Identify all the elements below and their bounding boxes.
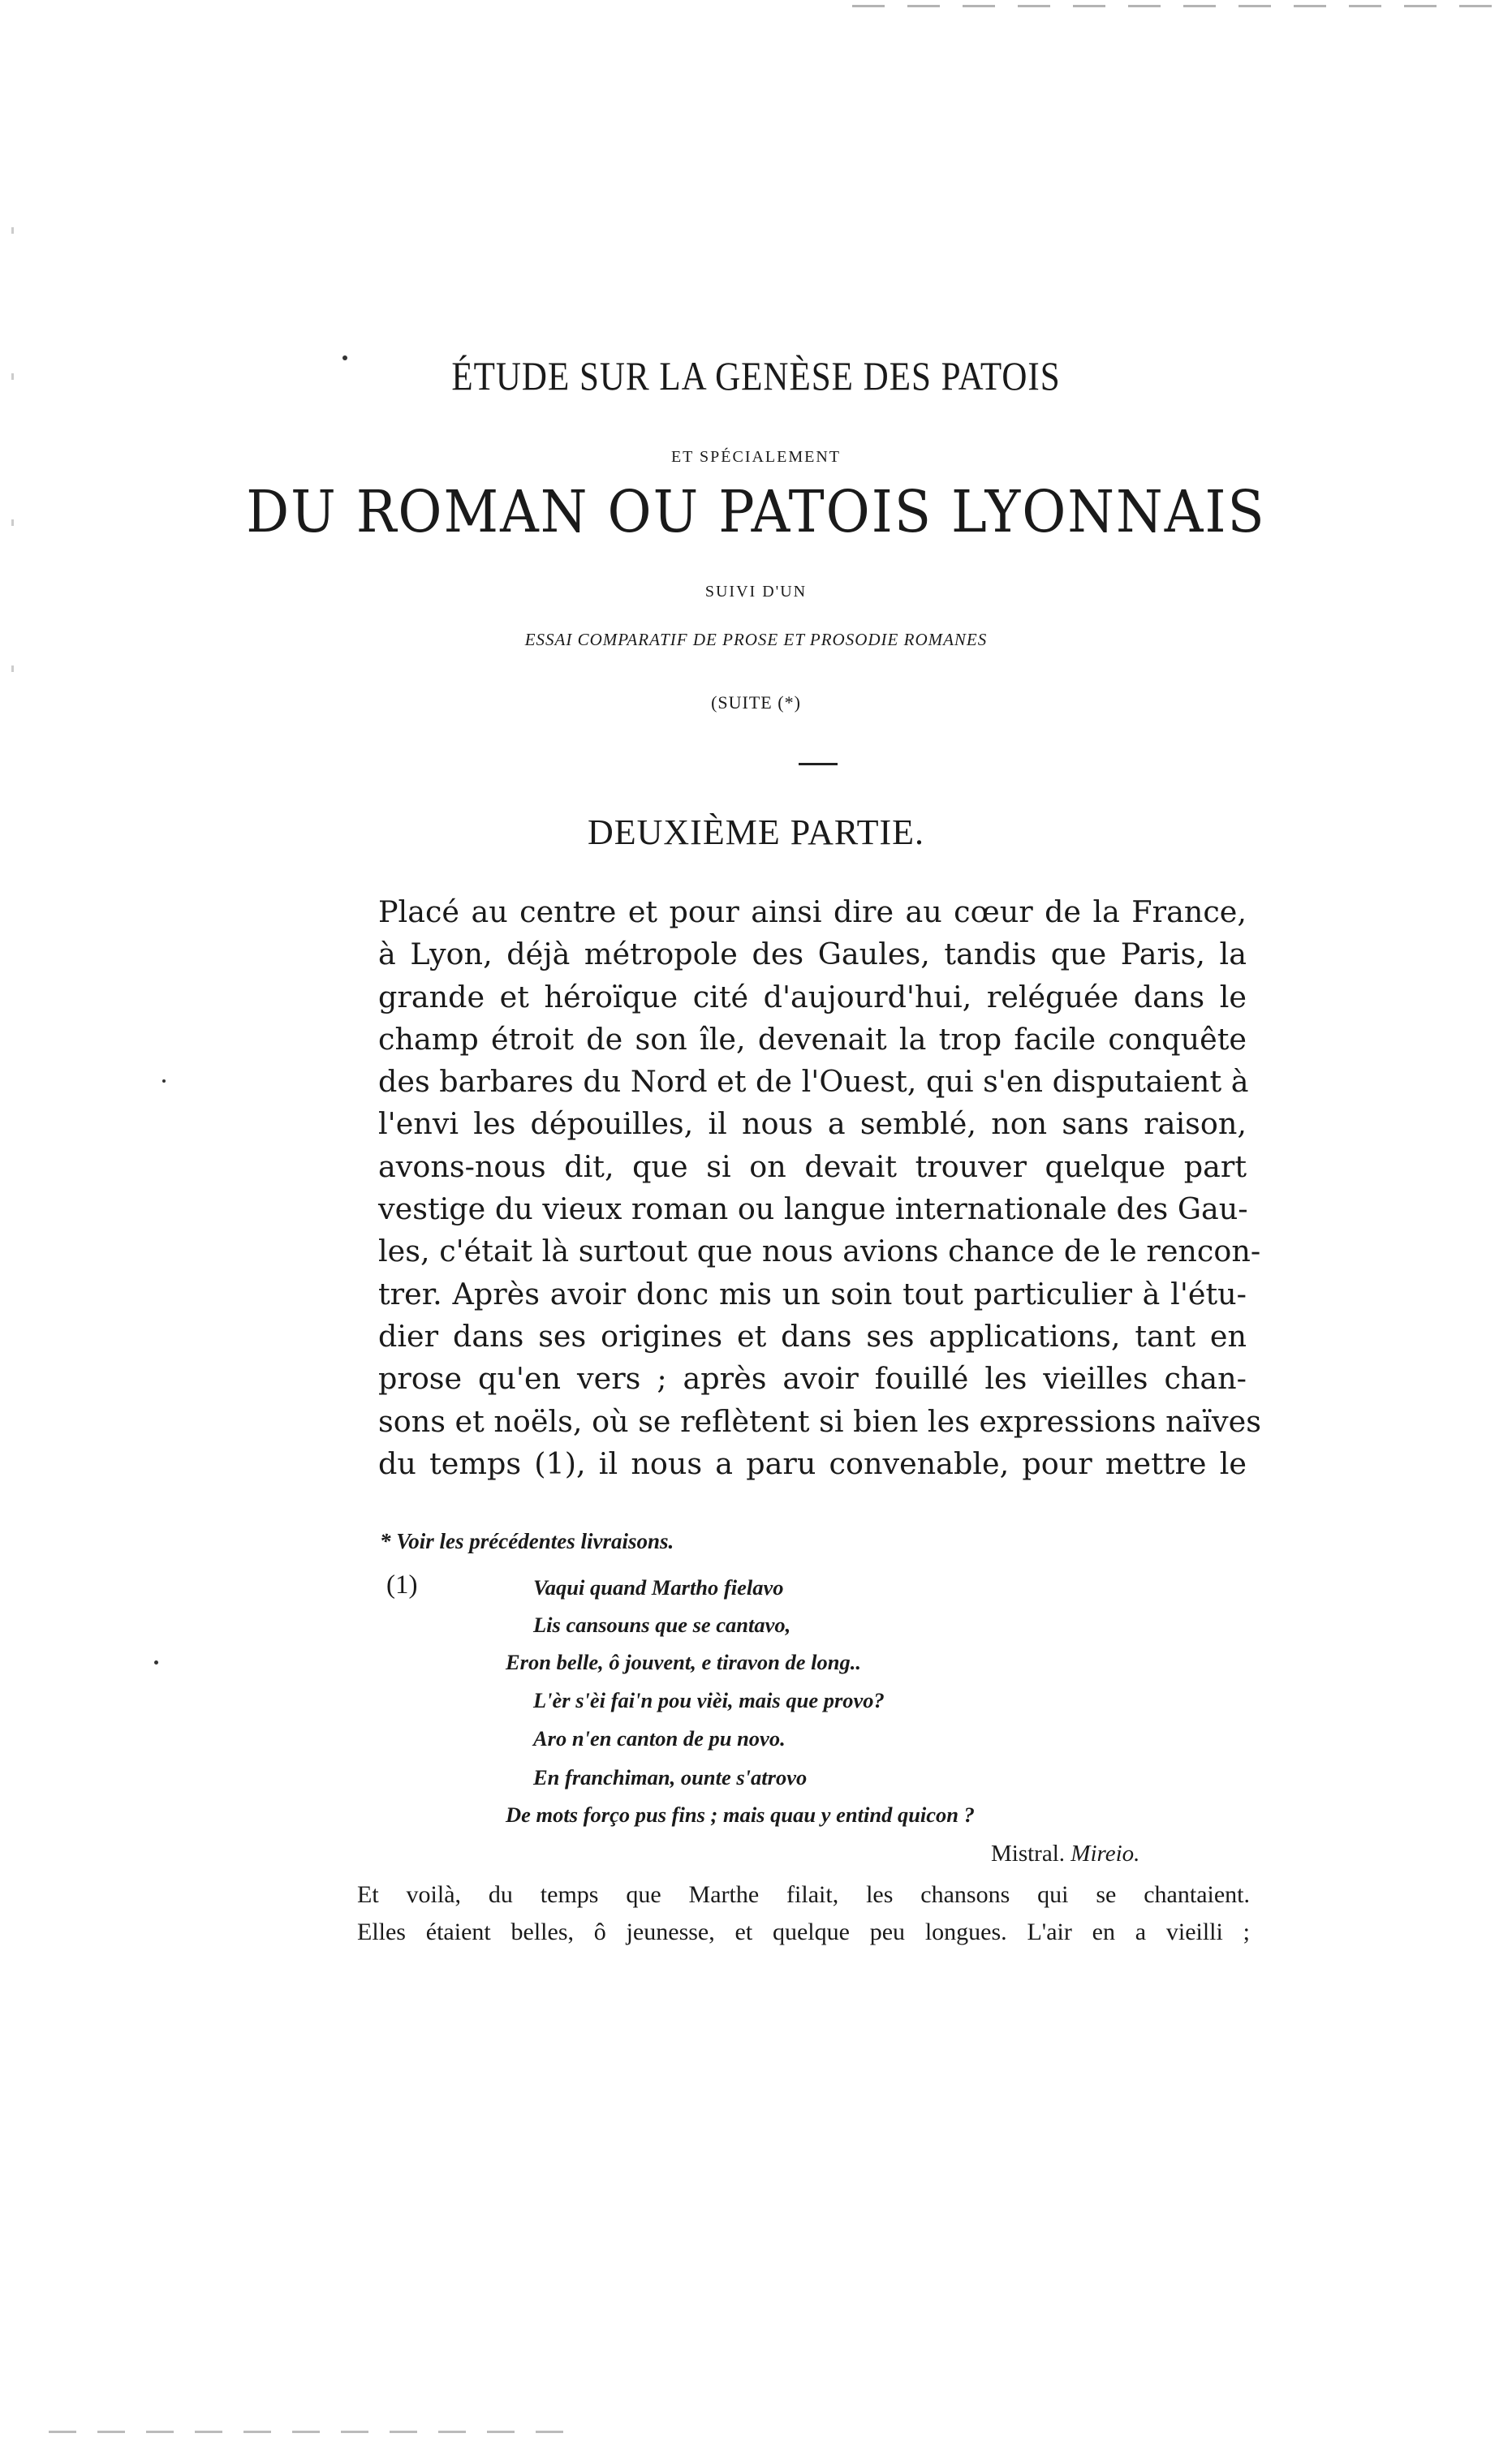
continuation-note: (SUITE (*) [711,692,801,713]
body-paragraph [378,891,1261,1485]
body-line: à Lyon, déjà métropole des Gaules, tandis que Paris, la [378,937,1247,972]
poem-line: Lis cansouns que se cantavo, [533,1613,791,1637]
main-title: DU ROMAN OU PATOIS LYONNAIS [246,477,1266,546]
translation-line: Elles étaient belles, ô jeunesse, et quelque peu longues. L'air en a vieilli ; [357,1919,1250,1945]
poem-line: Eron belle, ô jouvent, e tiravon de long.. [506,1650,861,1674]
body-line: Placé au centre et pour ainsi dire au cœur de la France, [378,894,1247,929]
scan-edge-bottom [49,2431,568,2433]
attribution-author: Mistral. [991,1841,1066,1867]
body-line: dier dans ses origines et dans ses applications, tant en [378,1318,1247,1354]
title-line-2: ET SPÉCIALEMENT [670,448,842,466]
title-line-1: ÉTUDE SUR LA GENÈSE DES PATOIS [451,355,1061,399]
footnote-number: (1) [386,1570,418,1600]
footnote-translation [357,1876,1250,1951]
subtitle-suivi: SUIVI D'UN [704,583,808,601]
poem-line: Aro n'en canton de pu novo. [533,1726,786,1751]
body-line: grande et héroïque cité d'aujourd'hui, reléguée dans le [378,979,1247,1014]
body-line: du temps (1), il nous a paru convenable, pour mettre le [378,1445,1247,1481]
poem-attribution [991,1841,1139,1867]
subtitle-essai: ESSAI COMPARATIF DE PROSE ET PROSODIE ROMANES [524,630,988,649]
poem-line: De mots forço pus fins ; mais quau y entind quicon ? [506,1802,975,1827]
body-line: vestige du vieux roman ou langue internationale des Gau- [378,1191,1248,1227]
poem-line: L'èr s'èi fai'n pou vièi, mais que provo? [533,1688,885,1712]
footnote-star: * Voir les précédentes livraisons. [380,1529,674,1553]
scan-speck [154,1660,158,1665]
body-line: prose qu'en vers ; après avoir fouillé les vieilles chan- [378,1361,1247,1397]
body-line: les, c'était là surtout que nous avions chance de le rencon- [378,1234,1261,1269]
scan-speck [162,1079,166,1083]
part-heading: DEUXIÈME PARTIE. [587,812,925,852]
translation-line: Et voilà, du temps que Marthe filait, les chansons qui se chantaient. [357,1881,1250,1908]
scan-edge-top [852,5,1501,7]
poem-line: En franchiman, ounte s'atrovo [533,1765,808,1790]
body-line: des barbares du Nord et de l'Ouest, qui s'en disputaient à [378,1064,1249,1100]
attribution-work: Mireio. [1070,1841,1140,1867]
body-line: champ étroit de son île, devenait la trop facile conquête [378,1021,1247,1057]
body-line: avons-nous dit, que si on devait trouver quelque part [378,1148,1247,1184]
body-line: l'envi les dépouilles, il nous a semblé, non sans raison, [378,1106,1247,1142]
body-line: trer. Après avoir donc mis un soin tout particulier à l'étu- [378,1276,1247,1311]
title-divider [799,763,838,765]
body-line: sons et noëls, où se reflètent si bien les expressions naïves [378,1403,1261,1439]
poem-line: Vaqui quand Martho fielavo [533,1575,784,1600]
